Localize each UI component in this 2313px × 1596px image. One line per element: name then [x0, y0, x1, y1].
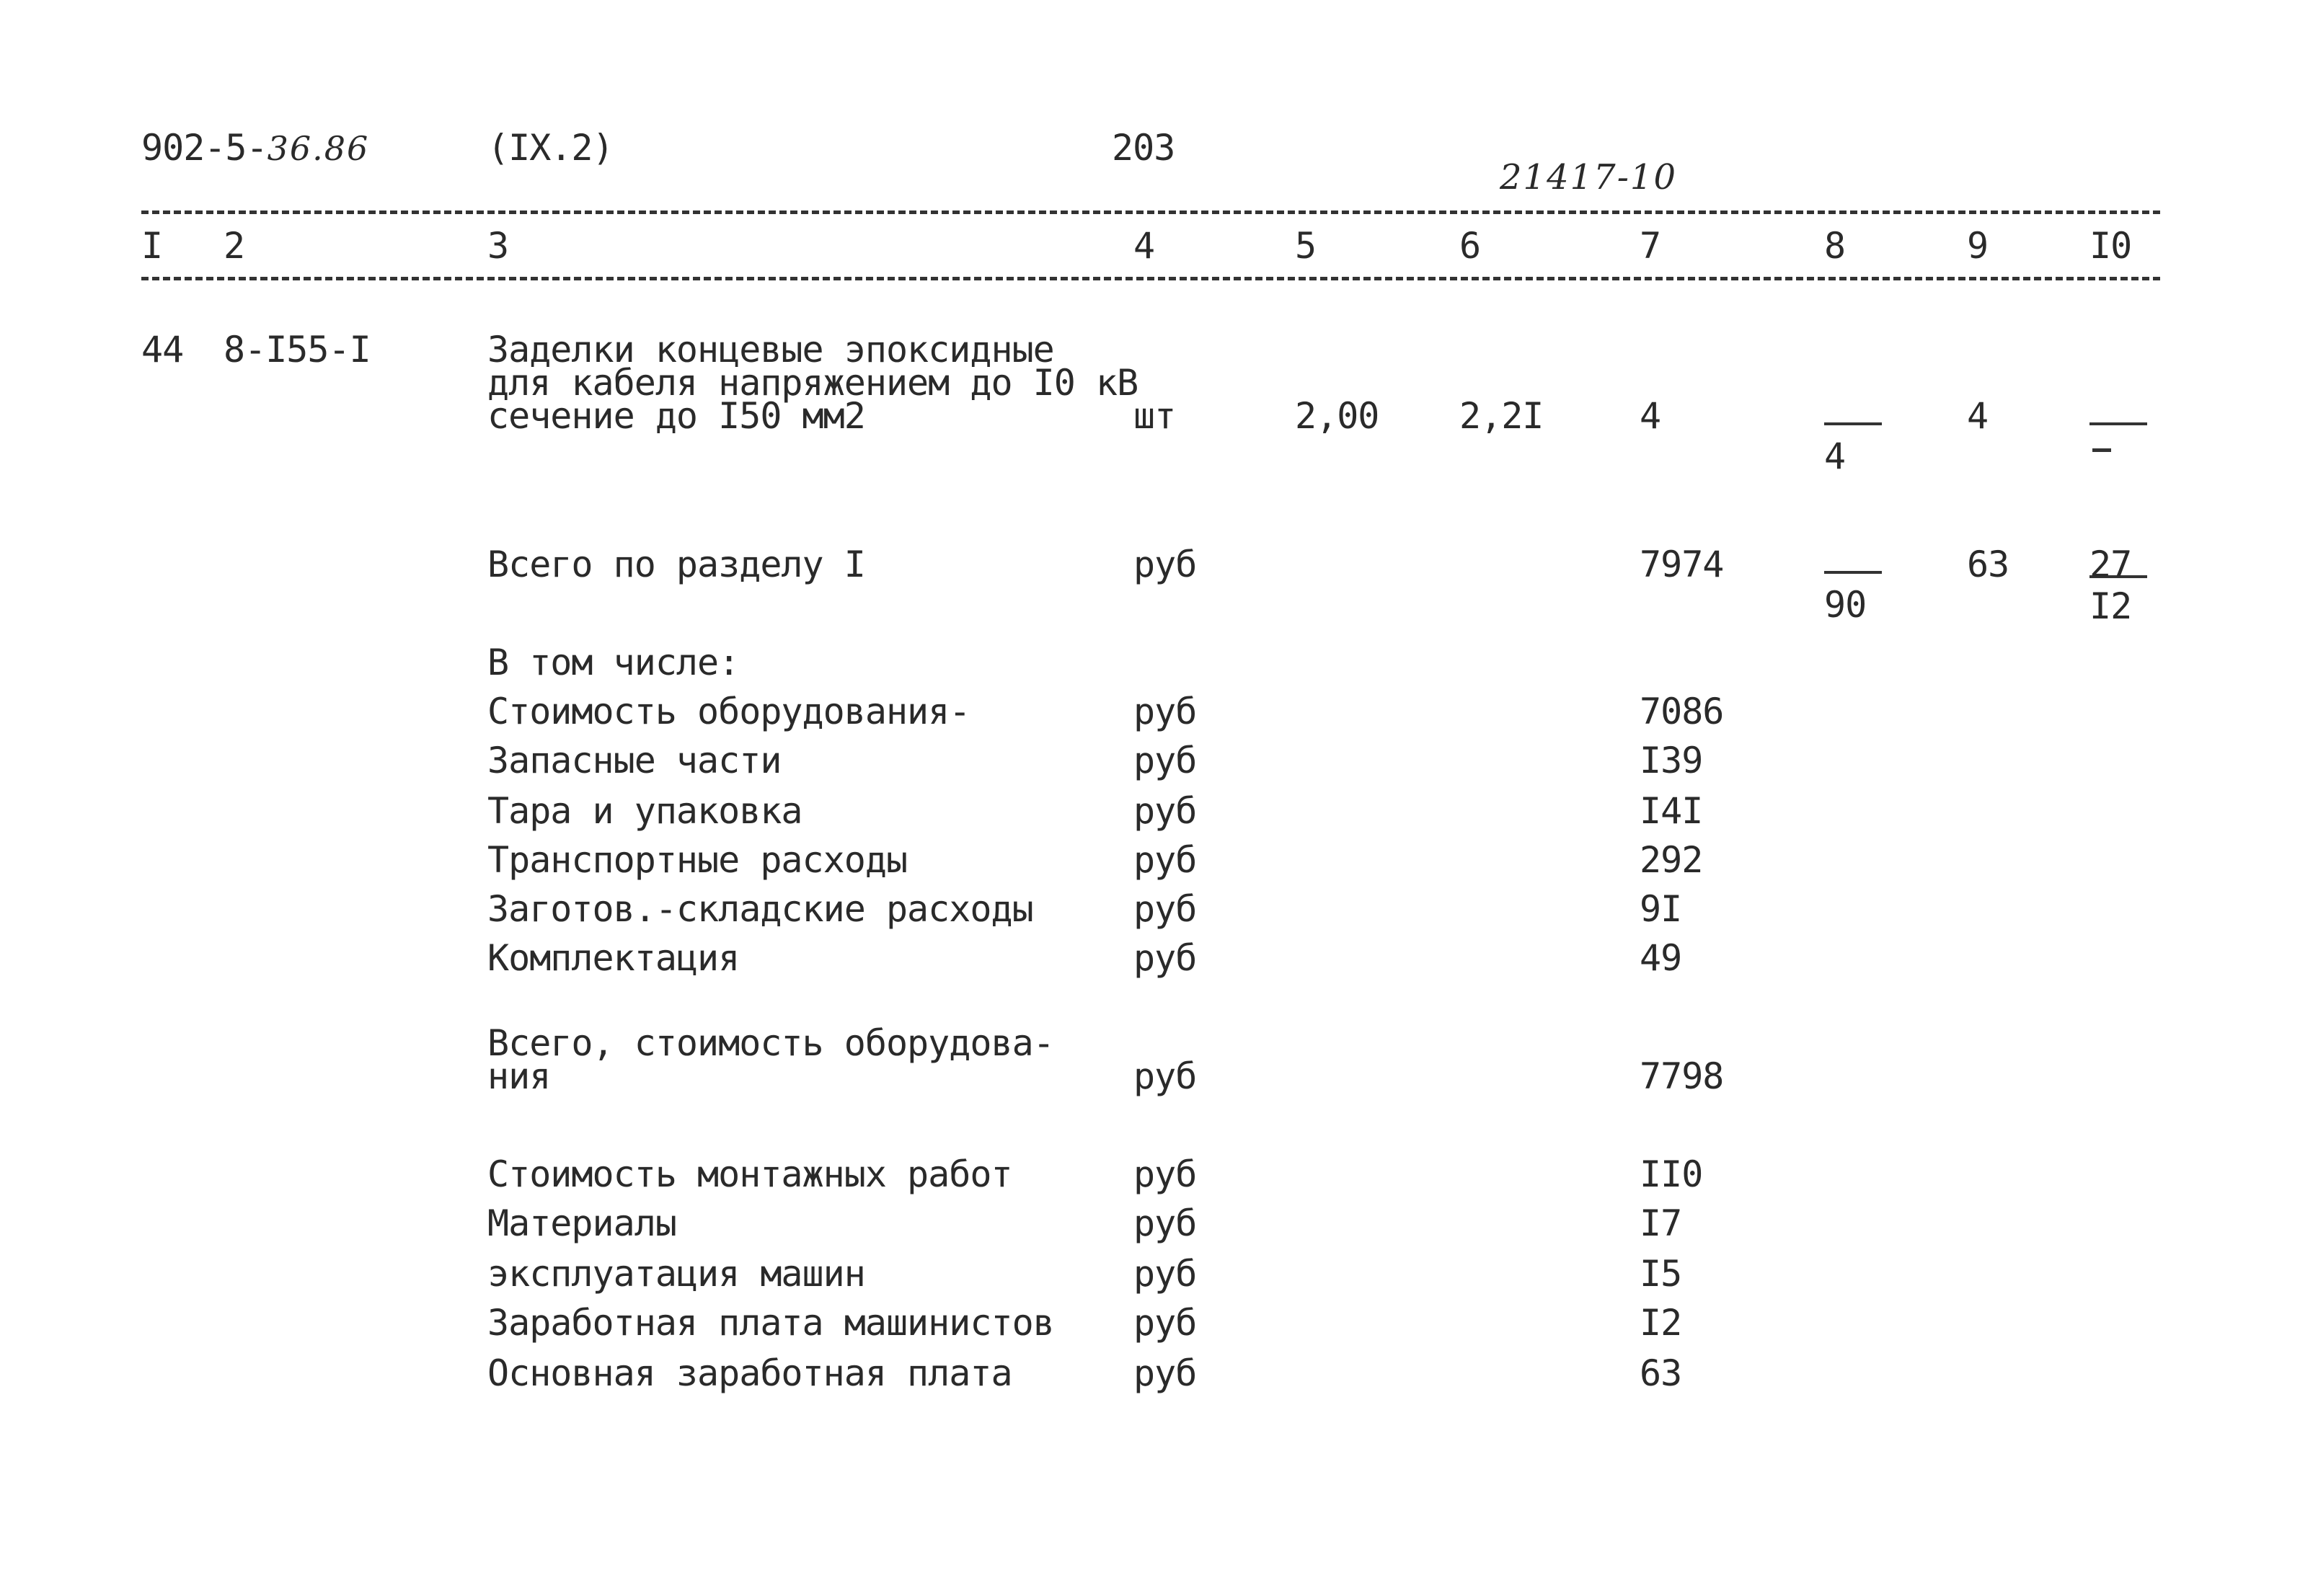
doc-code-printed: 902-5- — [141, 127, 267, 169]
work-label: Заработная плата машинистов — [487, 1302, 1054, 1344]
col-header-9: 9 — [1967, 225, 1989, 267]
col-header-3: 3 — [487, 225, 509, 267]
work-value: I7 — [1640, 1202, 1682, 1244]
work-value: II0 — [1640, 1153, 1703, 1195]
section-total-col10-bottom: I2 — [2089, 585, 2132, 627]
row44-col6: 2,2I — [1459, 395, 1544, 437]
item-value: 9I — [1640, 888, 1682, 930]
page-number: 203 — [1112, 127, 1175, 169]
item-label: Стоимость оборудования- — [487, 691, 970, 732]
row44-col10-bottom — [2092, 448, 2111, 452]
col-header-6: 6 — [1459, 225, 1481, 267]
item-value: 7086 — [1640, 691, 1724, 732]
equipment-total-unit: руб — [1133, 1055, 1197, 1097]
col-header-10: I0 — [2089, 225, 2132, 267]
item-unit: руб — [1133, 937, 1197, 979]
section-total-col10-fraction — [2089, 544, 2154, 627]
equipment-total-label-line2: ния — [487, 1055, 551, 1097]
col-header-1: I — [141, 225, 163, 267]
section-total-unit: руб — [1133, 544, 1197, 585]
section-total-col8-fraction — [1824, 546, 1889, 626]
col-header-4: 4 — [1133, 225, 1155, 267]
item-unit: руб — [1133, 839, 1197, 881]
col-header-8: 8 — [1824, 225, 1846, 267]
equipment-total-label-line1: Всего, стоимость оборудова- — [487, 1022, 1054, 1064]
row44-col10-top — [2089, 398, 2147, 425]
item-value: 292 — [1640, 839, 1703, 881]
row44-number: 44 — [141, 329, 184, 371]
item-unit: руб — [1133, 691, 1197, 732]
section-total-col10-top: 27 — [2089, 546, 2147, 578]
doc-code — [141, 127, 370, 169]
item-unit: руб — [1133, 740, 1197, 781]
work-value: 63 — [1640, 1352, 1682, 1394]
row44-desc-line3: сечение до I50 мм2 — [487, 395, 865, 437]
section-total-col7: 7974 — [1640, 544, 1724, 585]
section-total-col9: 63 — [1967, 544, 2009, 585]
col-header-7: 7 — [1640, 225, 1661, 267]
work-unit: руб — [1133, 1202, 1197, 1244]
work-label: Материалы — [487, 1202, 676, 1244]
row44-desc-line1: Заделки концевые эпоксидные — [487, 329, 1054, 371]
work-unit: руб — [1133, 1153, 1197, 1195]
item-label: Комплектация — [487, 937, 740, 979]
row44-desc-line2: для кабеля напряжением до I0 кВ — [487, 362, 1138, 404]
work-value: I2 — [1640, 1302, 1682, 1344]
row44-col9: 4 — [1967, 395, 1989, 437]
item-label: Транспортные расходы — [487, 839, 908, 881]
work-label: Основная заработная плата — [487, 1352, 1012, 1394]
work-unit: руб — [1133, 1352, 1197, 1394]
item-unit: руб — [1133, 790, 1197, 832]
item-value: 49 — [1640, 937, 1682, 979]
row44-code: 8-I55-I — [224, 329, 371, 371]
col-header-5: 5 — [1295, 225, 1317, 267]
work-unit: руб — [1133, 1302, 1197, 1344]
handwritten-stamp: 21417-10 — [1500, 157, 1677, 198]
including-label: В том числе: — [487, 642, 740, 683]
section-label: (IX.2) — [487, 127, 614, 169]
item-unit: руб — [1133, 888, 1197, 930]
item-label: Тара и упаковка — [487, 790, 802, 832]
col-header-2: 2 — [224, 225, 245, 267]
item-value: I4I — [1640, 790, 1703, 832]
row44-col10-fraction — [2089, 398, 2154, 452]
work-label: эксплуатация машин — [487, 1253, 865, 1295]
row44-unit: шт — [1133, 395, 1176, 437]
header-rule-top — [141, 210, 2160, 214]
section-total-col8-top — [1824, 546, 1882, 574]
row44-col8-top — [1824, 398, 1882, 425]
section-total-col8-bottom: 90 — [1824, 584, 1867, 626]
header-rule-bottom — [141, 277, 2160, 280]
work-label: Стоимость монтажных работ — [487, 1153, 1012, 1195]
item-value: I39 — [1640, 740, 1703, 781]
row44-col8-fraction — [1824, 398, 1889, 477]
work-unit: руб — [1133, 1253, 1197, 1295]
item-label: Заготов.-складские расходы — [487, 888, 1033, 930]
work-value: I5 — [1640, 1253, 1682, 1295]
doc-code-handwritten: 36.86 — [267, 129, 370, 168]
row44-col5: 2,00 — [1295, 395, 1379, 437]
item-label: Запасные части — [487, 740, 782, 781]
section-total-label: Всего по разделу I — [487, 544, 865, 585]
row44-col7: 4 — [1640, 395, 1661, 437]
equipment-total-value: 7798 — [1640, 1055, 1724, 1097]
row44-col8-bottom: 4 — [1824, 435, 1846, 477]
